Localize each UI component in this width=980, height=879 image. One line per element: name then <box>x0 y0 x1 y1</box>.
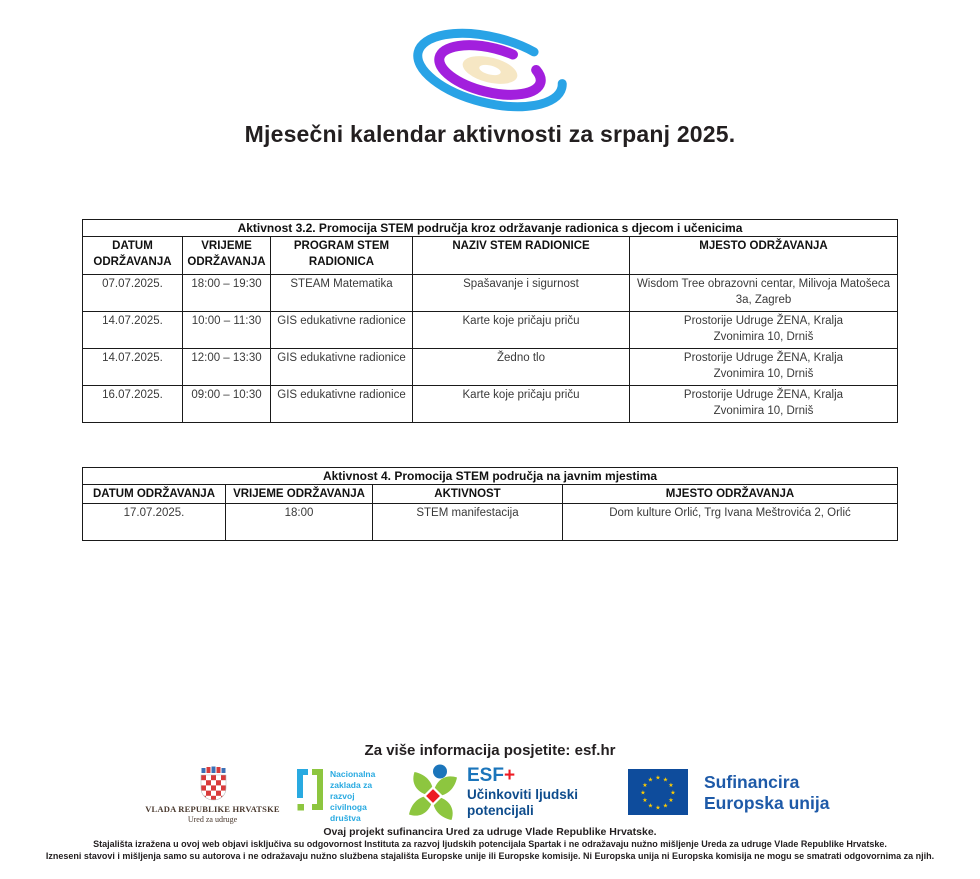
table2-col-header: VRIJEME ODRŽAVANJA <box>226 485 373 504</box>
table-cell: 14.07.2025. <box>83 349 183 386</box>
table-cell: GIS edukativne radionice <box>271 349 413 386</box>
table-cell: 17.07.2025. <box>83 503 226 540</box>
vlada-subtitle: Ured za udruge <box>187 815 238 824</box>
table2-title: Aktivnost 4. Promocija STEM područja na javnim mjestima <box>83 468 898 485</box>
table-cell: Karte koje pričaju priču <box>413 312 630 349</box>
eu-flag-icon <box>628 769 688 815</box>
disclaimer-line-3: Izneseni stavovi i mišljenja samo su autorova i ne odražavaju nužno službena stajališta Europske unije ili Europske komisije. Ni Europska unija ni Europska komisija ne mogu se smatrati odgovornima za njih. <box>45 851 935 861</box>
table-cell: Wisdom Tree obrazovni centar, Milivoja Matošeca 3a, Zagreb <box>630 275 898 312</box>
table-row <box>83 503 898 540</box>
table1-col-header: DATUM ODRŽAVANJA <box>83 237 183 275</box>
galaxy-logo-icon <box>408 22 572 118</box>
table-row <box>83 386 898 423</box>
esf-title: ESF+ <box>467 765 516 786</box>
table-cell: 16.07.2025. <box>83 386 183 423</box>
logo-esf-plus <box>405 764 578 822</box>
svg-text:★: ★ <box>642 797 648 804</box>
table2-title-row <box>83 468 898 485</box>
logo-eu-cofunding <box>628 769 829 815</box>
zaklada-text: Nacionalna zaklada za razvoj civilnoga društva <box>330 769 376 824</box>
more-info-line: Za više informacija posjetite: esf.hr <box>364 742 616 759</box>
esf-text <box>467 766 578 822</box>
table1-col-header: NAZIV STEM RADIONICE <box>413 237 630 275</box>
svg-text:★: ★ <box>655 774 661 782</box>
svg-text:★: ★ <box>670 789 676 797</box>
svg-text:★: ★ <box>642 782 648 789</box>
table2-col-header: AKTIVNOST <box>373 485 563 504</box>
table-cell: 07.07.2025. <box>83 275 183 312</box>
svg-text:★: ★ <box>668 782 674 789</box>
table-cell: STEAM Matematika <box>271 275 413 312</box>
table-cell: Dom kulture Orlić, Trg Ivana Meštrovića 2, Orlić <box>563 503 898 540</box>
table-cell: GIS edukativne radionice <box>271 386 413 423</box>
svg-text:★: ★ <box>655 804 661 812</box>
table-row <box>83 312 898 349</box>
table2-col-header: DATUM ODRŽAVANJA <box>83 485 226 504</box>
table-cell: 18:00 – 19:30 <box>183 275 271 312</box>
table-cell: 14.07.2025. <box>83 312 183 349</box>
table-cell: Karte koje pričaju priču <box>413 386 630 423</box>
table2-header-row <box>83 485 898 504</box>
table1-col-header: VRIJEME ODRŽAVANJA <box>183 237 271 275</box>
svg-text:★: ★ <box>647 802 654 810</box>
table-row <box>83 349 898 386</box>
disclaimer-line-1: Ovaj projekt sufinancira Ured za udruge Vlade Republike Hrvatske. <box>323 826 657 838</box>
table-row <box>83 275 898 312</box>
svg-text:★: ★ <box>662 776 669 784</box>
svg-text:★: ★ <box>647 776 654 784</box>
svg-text:★: ★ <box>640 789 646 797</box>
disclaimer-line-2: Stajališta izražena u ovoj web objavi isključiva su odgovornost Instituta za razvoj ljudskih potencijala Spartak i ne odražavaju nužno mišljenje Ureda za udruge Vlade Republike Hrvatske. <box>93 839 887 849</box>
svg-text:★: ★ <box>662 802 669 810</box>
table1-title: Aktivnost 3.2. Promocija STEM područja kroz održavanje radionica s djecom i učenicima <box>83 220 898 237</box>
table1-title-row <box>83 220 898 237</box>
esf-subtitle: Učinkoviti ljudski potencijali <box>467 787 579 818</box>
table-cell: Žedno tlo <box>413 349 630 386</box>
brackets-icon <box>293 767 327 815</box>
table-cell: STEM manifestacija <box>373 503 563 540</box>
table-cell: 12:00 – 13:30 <box>183 349 271 386</box>
table-cell: GIS edukativne radionice <box>271 312 413 349</box>
table-cell: 09:00 – 10:30 <box>183 386 271 423</box>
eu-text: Sufinancira Europska unija <box>704 772 830 813</box>
logo-nacionalna-zaklada <box>293 767 375 824</box>
table-cell: Prostorije Udruge ŽENA, Kralja Zvonimira 10, Drniš <box>630 312 898 349</box>
table-cell: Prostorije Udruge ŽENA, Kralja Zvonimira 10, Drniš <box>630 349 898 386</box>
table1-col-header: PROGRAM STEM RADIONICA <box>271 237 413 275</box>
table-cell: 18:00 <box>226 503 373 540</box>
svg-text:★: ★ <box>668 797 674 804</box>
table-cell: Prostorije Udruge ŽENA, Kralja Zvonimira 10, Drniš <box>630 386 898 423</box>
table-aktivnost-4 <box>82 467 898 541</box>
vlada-title: VLADA REPUBLIKE HRVATSKE <box>145 804 280 814</box>
table-cell: 10:00 – 11:30 <box>183 312 271 349</box>
page-title: Mjesečni kalendar aktivnosti za srpanj 2025. <box>244 121 736 147</box>
logo-vlada-rh <box>140 766 285 824</box>
table1-header-row <box>83 237 898 275</box>
croatian-coat-of-arms-icon <box>198 766 228 802</box>
esf-pinwheel-icon <box>405 764 461 822</box>
table1-col-header: MJESTO ODRŽAVANJA <box>630 237 898 275</box>
table-aktivnost-3-2 <box>82 219 898 423</box>
table2-col-header: MJESTO ODRŽAVANJA <box>563 485 898 504</box>
table-cell: Spašavanje i sigurnost <box>413 275 630 312</box>
